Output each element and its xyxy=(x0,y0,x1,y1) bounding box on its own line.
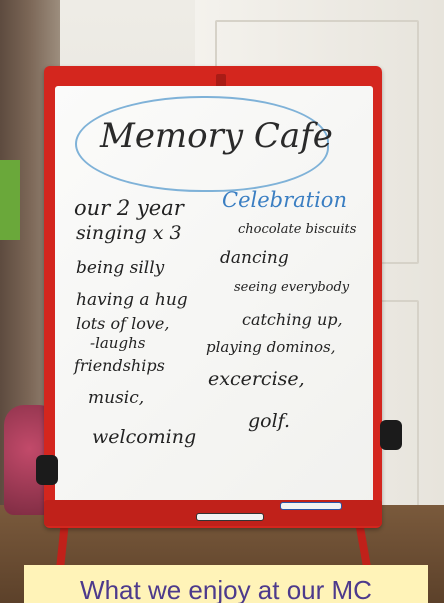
caption-text: What we enjoy at our MC xyxy=(80,575,372,603)
marker-blue xyxy=(280,502,342,510)
item-friendships: friendships xyxy=(74,356,165,375)
item-golf: golf. xyxy=(248,410,291,432)
item-excercise: excercise, xyxy=(208,368,305,390)
heading-our-2-year: our 2 year xyxy=(74,196,184,220)
green-box xyxy=(0,160,20,240)
item-chocolate-biscuits: chocolate biscuits xyxy=(238,222,357,237)
item-lots-of-love: lots of love, xyxy=(76,314,170,333)
easel-knob-right xyxy=(380,420,402,450)
item-music: music, xyxy=(88,388,145,408)
item-playing-dominos: playing dominos, xyxy=(206,338,336,356)
item-welcoming: welcoming xyxy=(92,426,197,448)
item-catching-up: catching up, xyxy=(242,310,343,329)
item-being-silly: being silly xyxy=(76,258,165,278)
easel-knob-left xyxy=(36,455,58,485)
item-laughs: -laughs xyxy=(90,334,146,352)
heading-celebration: Celebration xyxy=(222,188,347,212)
item-having-a-hug: having a hug xyxy=(76,290,188,310)
item-dancing: dancing xyxy=(220,248,289,268)
caption-banner xyxy=(24,565,428,603)
item-singing: singing x 3 xyxy=(76,222,182,244)
item-seeing-everybody: seeing everybody xyxy=(234,280,350,295)
board-title: Memory Cafe xyxy=(100,116,333,156)
marker-black xyxy=(196,513,264,521)
